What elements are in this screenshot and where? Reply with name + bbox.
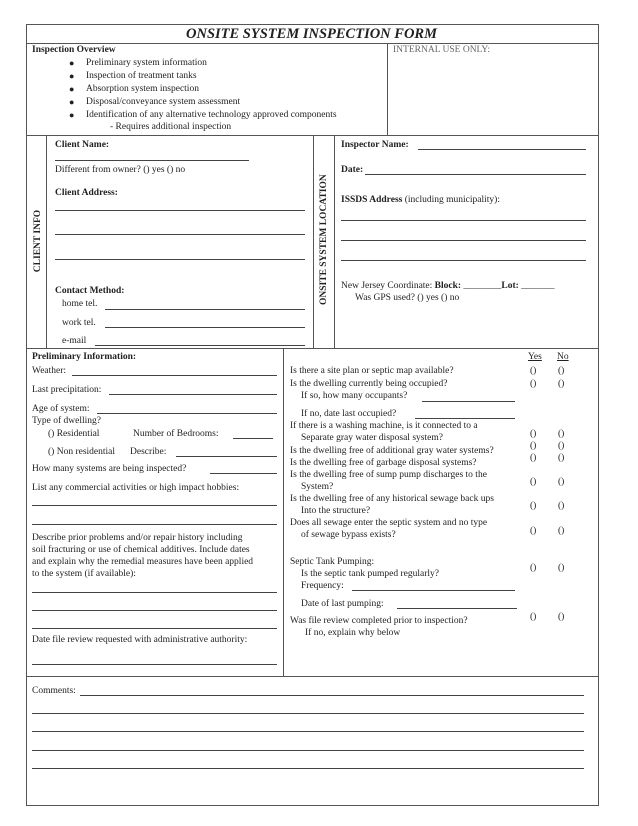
question-text: If no, explain why below <box>305 628 401 638</box>
work-tel-label: work tel. <box>62 318 96 328</box>
no-checkbox[interactable]: () <box>558 366 565 376</box>
yes-checkbox[interactable]: () <box>530 441 537 451</box>
comments-field[interactable] <box>32 750 584 751</box>
issds-address-field[interactable] <box>341 240 586 241</box>
divider <box>283 348 284 676</box>
no-checkbox[interactable]: () <box>558 526 565 536</box>
prior-problems-label: to the system (if available): <box>32 569 136 579</box>
overview-heading: Inspection Overview <box>32 45 116 55</box>
list-item: Identification of any alternative technology approved components <box>86 110 337 120</box>
divider <box>26 43 598 44</box>
question-text: System? <box>301 482 334 492</box>
prior-problems-field[interactable] <box>32 610 277 611</box>
prior-problems-label: soil fracturing or use of chemical additives. Include dates <box>32 545 250 555</box>
question-text: Is there a site plan or septic map available? <box>290 366 454 376</box>
yes-header: Yes <box>528 352 542 362</box>
yes-checkbox[interactable]: () <box>530 453 537 463</box>
question-text: Into the structure? <box>301 506 371 516</box>
prior-problems-field[interactable] <box>32 592 277 593</box>
list-item: Preliminary system information <box>86 58 207 68</box>
non-residential-option[interactable]: () Non residential <box>48 447 116 457</box>
date-field[interactable] <box>365 174 586 175</box>
home-tel-label: home tel. <box>62 299 98 309</box>
internal-use-label: INTERNAL USE ONLY: <box>393 45 491 55</box>
commercial-activities-field[interactable] <box>32 524 277 525</box>
dwelling-type-label: Type of dwelling? <box>32 416 101 426</box>
question-text: Is the dwelling free of any historical sewage back ups <box>290 494 494 504</box>
question-text: Is the dwelling free of additional gray water systems? <box>290 446 494 456</box>
client-address-field[interactable] <box>55 234 305 235</box>
question-text: Is the septic tank pumped regularly? <box>301 569 439 579</box>
last-precip-label: Last precipitation: <box>32 385 102 395</box>
issds-address-field[interactable] <box>341 220 586 221</box>
bedrooms-field[interactable] <box>233 438 273 439</box>
email-label: e-mail <box>62 336 87 346</box>
yes-checkbox[interactable]: () <box>530 366 537 376</box>
question-text: of sewage bypass exists? <box>301 530 396 540</box>
no-checkbox[interactable]: () <box>558 441 565 451</box>
client-info-label: CLIENT INFO <box>33 209 43 273</box>
form-title: ONSITE SYSTEM INSPECTION FORM <box>186 26 437 42</box>
no-checkbox[interactable]: () <box>558 429 565 439</box>
list-item: Absorption system inspection <box>86 84 199 94</box>
comments-field[interactable] <box>32 713 584 714</box>
comments-label: Comments: <box>32 686 76 696</box>
divider <box>26 676 598 677</box>
last-pumping-field[interactable] <box>397 608 517 609</box>
question-text: Frequency: <box>301 581 344 591</box>
no-checkbox[interactable]: () <box>558 379 565 389</box>
client-address-label: Client Address: <box>55 188 118 198</box>
comments-field[interactable] <box>32 731 584 732</box>
question-text: If so, how many occupants? <box>301 391 408 401</box>
yes-checkbox[interactable]: () <box>530 477 537 487</box>
question-text: Septic Tank Pumping: <box>290 557 375 567</box>
last-precip-field[interactable] <box>109 394 277 395</box>
issds-address-field[interactable] <box>341 260 586 261</box>
client-address-field[interactable] <box>55 259 305 260</box>
prior-problems-field[interactable] <box>32 628 277 629</box>
yes-checkbox[interactable]: () <box>530 501 537 511</box>
list-item: Disposal/conveyance system assessment <box>86 97 241 107</box>
yes-checkbox[interactable]: () <box>530 563 537 573</box>
question-text: Does all sewage enter the septic system and no type <box>290 518 488 528</box>
date-file-review-field[interactable] <box>32 664 277 665</box>
how-many-systems-label: How many systems are being inspected? <box>32 464 187 474</box>
divider <box>334 135 335 348</box>
date-label: Date: <box>341 165 364 175</box>
comments-field[interactable] <box>80 695 584 696</box>
prior-problems-label: and explain why the remedial measures have been applied <box>32 557 254 567</box>
email-field[interactable] <box>95 345 305 346</box>
location-label: ONSITE SYSTEM LOCATION <box>319 174 329 305</box>
no-checkbox[interactable]: () <box>558 612 565 622</box>
age-label: Age of system: <box>32 404 90 414</box>
how-many-systems-field[interactable] <box>210 473 277 474</box>
no-header: No <box>557 352 569 362</box>
different-owner-question: Different from owner? () yes () no <box>55 165 186 175</box>
no-checkbox[interactable]: () <box>558 501 565 511</box>
yes-checkbox[interactable]: () <box>530 429 537 439</box>
contact-method-label: Contact Method: <box>55 286 125 296</box>
question-text: Was file review completed prior to inspection? <box>290 616 468 626</box>
client-name-field[interactable] <box>55 160 249 161</box>
no-checkbox[interactable]: () <box>558 477 565 487</box>
frequency-field[interactable] <box>352 590 515 591</box>
inspector-name-field[interactable] <box>418 149 586 150</box>
question-text: Date of last pumping: <box>301 599 384 609</box>
weather-field[interactable] <box>72 375 277 376</box>
commercial-activities-label: List any commercial activities or high impact hobbies: <box>32 483 240 493</box>
home-tel-field[interactable] <box>105 309 305 310</box>
yes-checkbox[interactable]: () <box>530 379 537 389</box>
yes-checkbox[interactable]: () <box>530 612 537 622</box>
comments-field[interactable] <box>32 768 584 769</box>
prelim-heading: Preliminary Information: <box>32 352 137 362</box>
age-field[interactable] <box>97 413 277 414</box>
list-item: Inspection of treatment tanks <box>86 71 197 81</box>
client-name-label: Client Name: <box>55 140 110 150</box>
divider <box>46 135 47 348</box>
question-text: If there is a washing machine, is it connected to a <box>290 421 478 431</box>
question-text: If no, date last occupied? <box>301 409 397 419</box>
yes-checkbox[interactable]: () <box>530 526 537 536</box>
inspector-name-label: Inspector Name: <box>341 140 409 150</box>
divider <box>26 348 598 349</box>
last-occupied-field[interactable] <box>415 418 515 419</box>
weather-label: Weather: <box>32 366 67 376</box>
date-file-review-label: Date file review requested with administrative authority: <box>32 635 248 645</box>
question-text: Is the dwelling free of sump pump discharges to the <box>290 470 487 480</box>
residential-option[interactable]: () Residential <box>48 429 100 439</box>
no-checkbox[interactable]: () <box>558 453 565 463</box>
no-checkbox[interactable]: () <box>558 563 565 573</box>
client-address-field[interactable] <box>55 210 305 211</box>
describe-field[interactable] <box>176 456 277 457</box>
commercial-activities-field[interactable] <box>32 505 277 506</box>
work-tel-field[interactable] <box>105 327 305 328</box>
issds-address-label: ISSDS Address (including municipality): <box>341 195 500 205</box>
occupants-field[interactable] <box>422 401 515 402</box>
question-text: Is the dwelling free of garbage disposal systems? <box>290 458 477 468</box>
question-text: Separate gray water disposal system? <box>301 433 443 443</box>
describe-label: Describe: <box>130 447 167 457</box>
gps-question: Was GPS used? () yes () no <box>355 293 460 303</box>
divider <box>313 135 314 348</box>
divider <box>387 43 388 135</box>
question-text: Is the dwelling currently being occupied? <box>290 379 448 389</box>
bedrooms-label: Number of Bedrooms: <box>133 429 219 439</box>
divider <box>26 135 598 136</box>
coordinate-line: New Jersey Coordinate: Block: ________Lot: _______ <box>341 281 555 291</box>
prior-problems-label: Describe prior problems and/or repair history including <box>32 533 243 543</box>
list-subitem: - Requires additional inspection <box>110 122 232 132</box>
